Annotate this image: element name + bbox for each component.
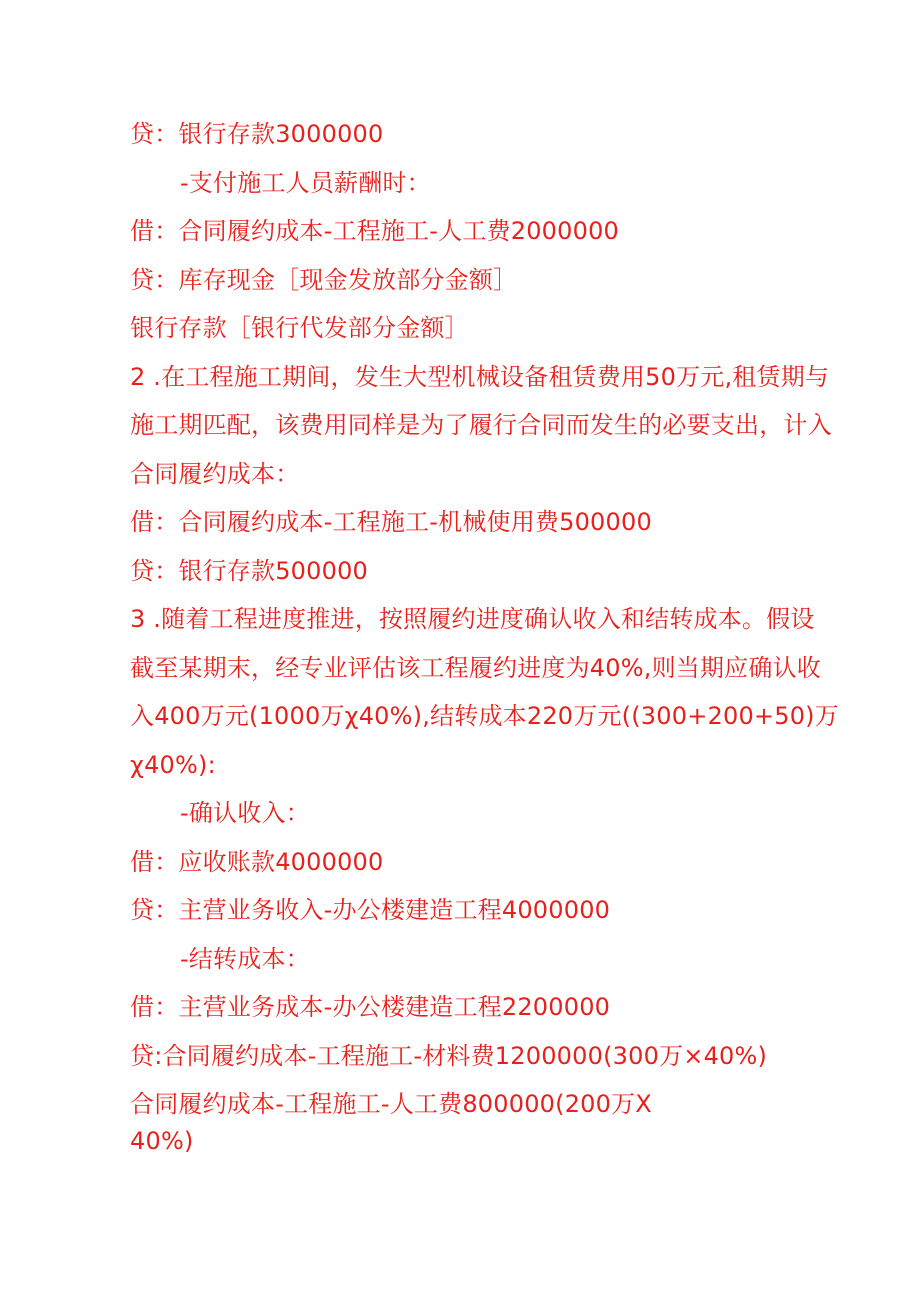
text-line: 40%) (130, 1126, 194, 1155)
text-line: 2 .在工程施工期间，发生大型机械设备租赁费用50万元,租赁期与 (130, 362, 830, 391)
text-line: -结转成本： (180, 944, 310, 973)
text-line: 3 .随着工程进度推进，按照履约进度确认收入和结转成本。假设 (130, 605, 815, 633)
text-line: 施工期匹配，该费用同样是为了履行合同而发生的必要支出，计入 (130, 411, 832, 439)
text-line: 贷：库存现金［现金发放部分金额］ (130, 265, 518, 294)
text-line: 贷:合同履约成本-工程施工-材料费1200000(300万×40%) (130, 1041, 768, 1070)
text-line: 贷：主营业务收入-办公楼建造工程4000000 (130, 896, 611, 924)
text-line: -确认收入： (180, 799, 310, 827)
text-line: 贷：银行存款500000 (130, 556, 369, 585)
text-line: 合同履约成本： (130, 459, 300, 488)
text-line: 银行存款［银行代发部分金额］ (130, 314, 469, 342)
text-line: 截至某期末，经专业评估该工程履约进度为40%,则当期应确认收 (130, 653, 821, 682)
text-line: 借：合同履约成本-工程施工-人工费2000000 (130, 217, 620, 245)
text-line: 入400万元(1000万χ40%),结转成本220万元((300+200+50)万 (130, 702, 839, 730)
text-line: 贷：银行存款3000000 (130, 120, 384, 148)
text-line: χ40%): (130, 750, 216, 779)
text-line: 借：合同履约成本-工程施工-机械使用费500000 (130, 508, 652, 536)
document-body (130, 110, 839, 1159)
text-line: -支付施工人员薪酬时： (180, 168, 431, 197)
text-line: 借：应收账款4000000 (130, 847, 384, 876)
text-line: 借：主营业务成本-办公楼建造工程2200000 (130, 993, 611, 1021)
text-line: 合同履约成本-工程施工-人工费800000(200万X (130, 1090, 652, 1118)
